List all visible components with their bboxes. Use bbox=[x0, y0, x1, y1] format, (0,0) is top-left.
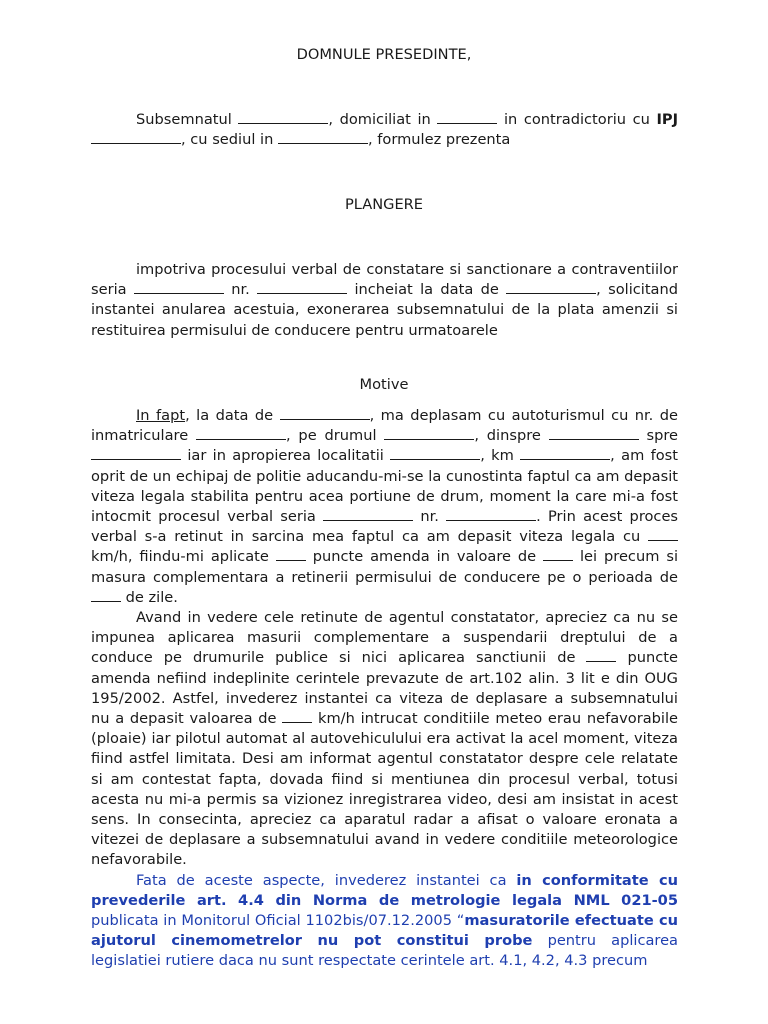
fapt-text-12: puncte amenda in valoare de bbox=[312, 548, 537, 566]
fata-text-1: Fata de aceste aspecte, invederez instantei ca bbox=[136, 871, 507, 889]
blank-nr-inmatriculare[interactable] bbox=[196, 427, 286, 440]
blank-localitate[interactable] bbox=[390, 447, 480, 460]
avand-paragraph bbox=[91, 608, 678, 871]
fapt-text-13: lei precum si masura complementara a retinerii permisului de conducere pe o perioada de bbox=[91, 548, 678, 586]
blank-seria[interactable] bbox=[134, 281, 224, 294]
fata-text-3: pentru aplicarea legislatiei rutiere daca nu sunt respectate cerintele art. 4.1, 4.2, 4.3 precum bbox=[91, 932, 679, 970]
avand-text-1: Avand in vedere cele retinute de agentul constatator, apreciez ca nu se impunea aplicarea masurii complementare a suspendarii dreptului de a conduce pe drumurile publice si nici aplicarea sanctiunii de bbox=[91, 609, 678, 667]
blank-pv-nr[interactable] bbox=[446, 508, 536, 521]
fapt-text-10: . Prin acest proces verbal s-a retinut in sarcina mea faptul ca am depasit viteza legala cu bbox=[91, 508, 679, 546]
fapt-text-9: nr. bbox=[420, 508, 439, 526]
motive-body bbox=[91, 406, 678, 972]
fata-paragraph bbox=[91, 871, 678, 972]
blank-data[interactable] bbox=[506, 281, 596, 294]
blank-depasire-kmh[interactable] bbox=[648, 528, 678, 541]
blank-pv-seria[interactable] bbox=[323, 508, 413, 521]
blank-km[interactable] bbox=[520, 447, 610, 460]
fata-bold-1: in conformitate cu prevederile art. 4.4 din Norma de metrologie legala NML 021-05 bbox=[91, 871, 679, 909]
fapt-text-1: , la data de bbox=[185, 407, 274, 424]
in-fapt-label: In fapt bbox=[136, 407, 186, 424]
blank-fapt-data[interactable] bbox=[280, 407, 370, 420]
intro-text-5: , formulez prezenta bbox=[367, 131, 511, 148]
intro-text-1: Subsemnatul bbox=[136, 111, 232, 128]
intro-text-3: in contradictoriu cu bbox=[503, 111, 650, 128]
fapt-text-5: spre bbox=[646, 427, 679, 445]
blank-sediu[interactable] bbox=[278, 131, 368, 144]
blank-ipj[interactable] bbox=[91, 131, 181, 144]
motive-title: Motive bbox=[359, 376, 409, 393]
plangere-text-4: , solicitand instantei anularea acestuia, exonerarea subsemnatului de la plata amenzii si restituirea permisului de conducere pentru urmatoarele bbox=[91, 281, 679, 339]
plangere-text-1: impotriva procesului verbal de constatare si sanctionare a contraventiilor seria bbox=[91, 261, 678, 299]
fapt-text-2: , ma deplasam cu autoturismul cu nr. de inmatriculare bbox=[91, 407, 678, 445]
blank-puncte[interactable] bbox=[276, 548, 306, 561]
intro-text-2: , domiciliat in bbox=[328, 111, 431, 128]
fapt-text-11: km/h, fiindu-mi aplicate bbox=[91, 548, 269, 566]
blank-address[interactable] bbox=[437, 111, 497, 124]
blank-spre[interactable] bbox=[91, 447, 181, 460]
blank-valoare[interactable] bbox=[543, 548, 573, 561]
fapt-text-7: , km bbox=[480, 447, 514, 465]
fata-bold-2: masuratorile efectuate cu ajutorul cinemometrelor nu pot constitui probe bbox=[91, 912, 678, 950]
fapt-text-14: de zile. bbox=[125, 588, 178, 606]
blank-avand-kmh[interactable] bbox=[282, 710, 312, 723]
plangere-paragraph bbox=[91, 260, 678, 341]
blank-name[interactable] bbox=[238, 111, 328, 124]
plangere-text-2: nr. bbox=[231, 281, 250, 299]
plangere-text-3: incheiat la data de bbox=[354, 281, 499, 299]
ipj-label: IPJ bbox=[656, 111, 678, 128]
fapt-text-3: , pe drumul bbox=[285, 427, 377, 445]
fapt-text-8: , am fost oprit de un echipaj de politie aducandu-mi-se la cunostinta faptul ca am depasit viteza legala stabilita pentru acea portiune de drum, moment la care mi-a fost intocmit procesul verbal seria bbox=[91, 447, 679, 526]
intro-text-4: , cu sediul in bbox=[181, 131, 274, 148]
plangere-title: PLANGERE bbox=[344, 196, 424, 213]
fapt-paragraph bbox=[91, 406, 678, 608]
fapt-text-4: , dinspre bbox=[474, 427, 541, 445]
page-heading: DOMNULE PRESEDINTE, bbox=[296, 46, 472, 63]
fata-text-2: publicata in Monitorul Oficial 1102bis/07.12.2005 “ bbox=[91, 912, 465, 930]
fapt-text-6: iar in apropierea localitatii bbox=[187, 447, 384, 465]
intro-paragraph bbox=[91, 110, 678, 150]
blank-nr[interactable] bbox=[257, 281, 347, 294]
blank-drum[interactable] bbox=[384, 427, 474, 440]
blank-zile[interactable] bbox=[91, 589, 121, 602]
avand-text-3: km/h intrucat conditiile meteo erau nefavorabile (ploaie) iar pilotul automat al autovehiculului era activat la acel moment, viteza fiind astfel limitata. Desi am informat agentul constatator despre cele relatate si am contestat fapta, dovada fiind si mentiunea din procesul verbal, totusi acesta nu mi-a permis sa vizionez inregistrarea video, desi am insistat in acest sens. In consecinta, apreciez ca aparatul radar a afisat o valoare eronata a vitezei de deplasare a subsemnatului avand in vedere conditiile meteorologice nefavorabile. bbox=[91, 710, 679, 869]
blank-avand-puncte[interactable] bbox=[586, 649, 616, 662]
avand-text-2: puncte amenda nefiind indeplinite cerintele prevazute de art.102 alin. 3 lit e din OUG 195/2002. Astfel, invederez instantei ca viteza de deplasare a subsemnatului nu a depasit valoarea de bbox=[91, 649, 679, 728]
blank-dinspre[interactable] bbox=[549, 427, 639, 440]
